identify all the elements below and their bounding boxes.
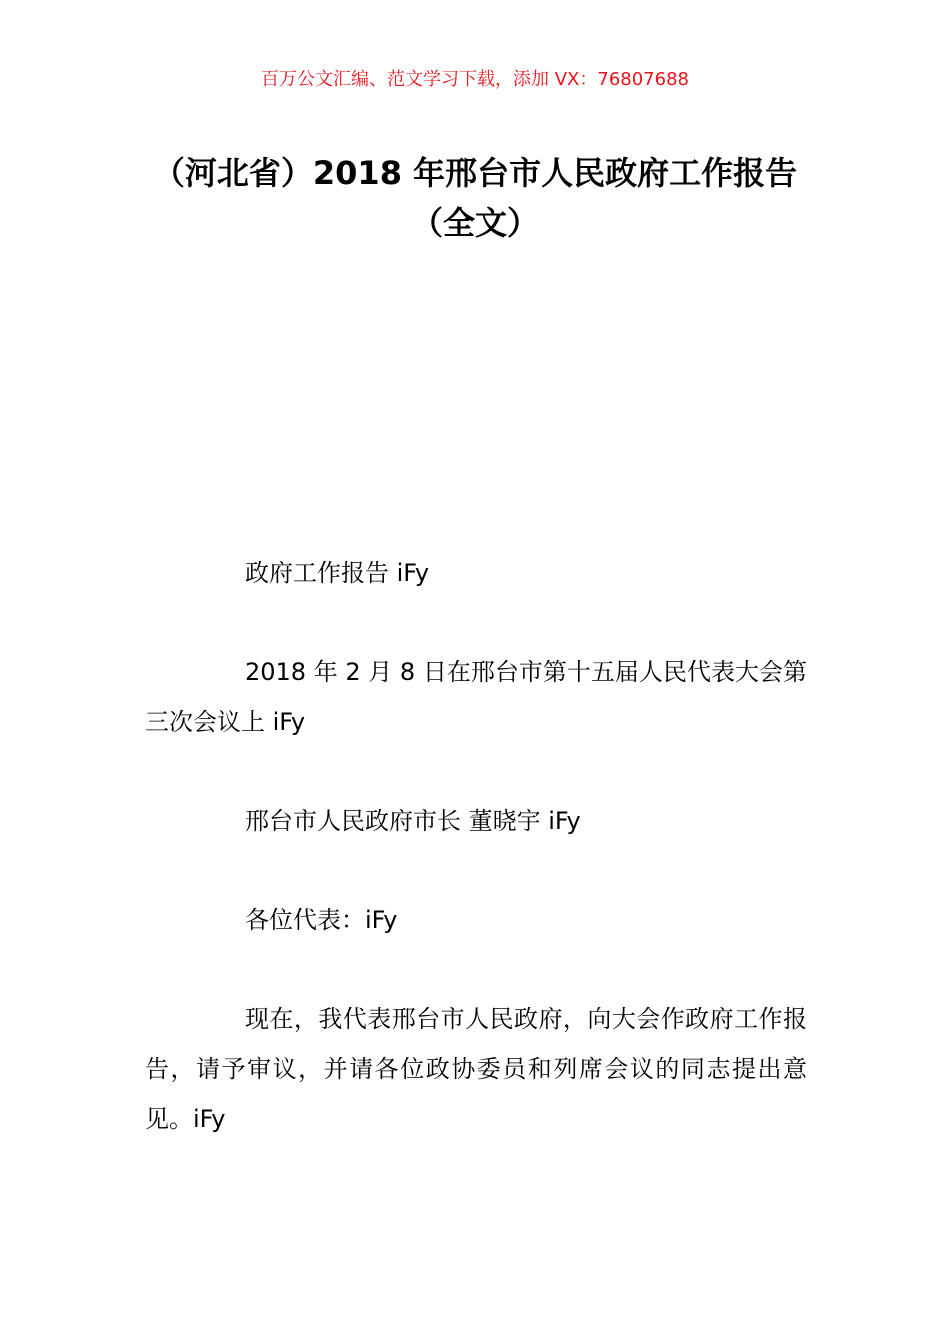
paragraph-report-label: 政府工作报告 iFy	[245, 559, 430, 587]
paragraph-meeting-date: 2018 年 2 月 8 日在邢台市第十五届人民代表大会第三次会议上 iFy	[145, 658, 807, 736]
document-body	[145, 548, 807, 1193]
paragraph-opening: 现在，我代表邢台市人民政府，向大会作政府工作报告，请予审议，并请各位政协委员和列席会议的同志提出意见。iFy	[145, 1005, 807, 1133]
header-promo-note: 百万公文汇编、范文学习下载，添加 VX：76807688	[261, 69, 689, 90]
document-title: （河北省）2018 年邢台市人民政府工作报告（全文）	[152, 154, 798, 242]
paragraph-salutation: 各位代表：iFy	[245, 906, 398, 934]
paragraph-speaker: 邢台市人民政府市长 董晓宇 iFy	[245, 807, 581, 835]
